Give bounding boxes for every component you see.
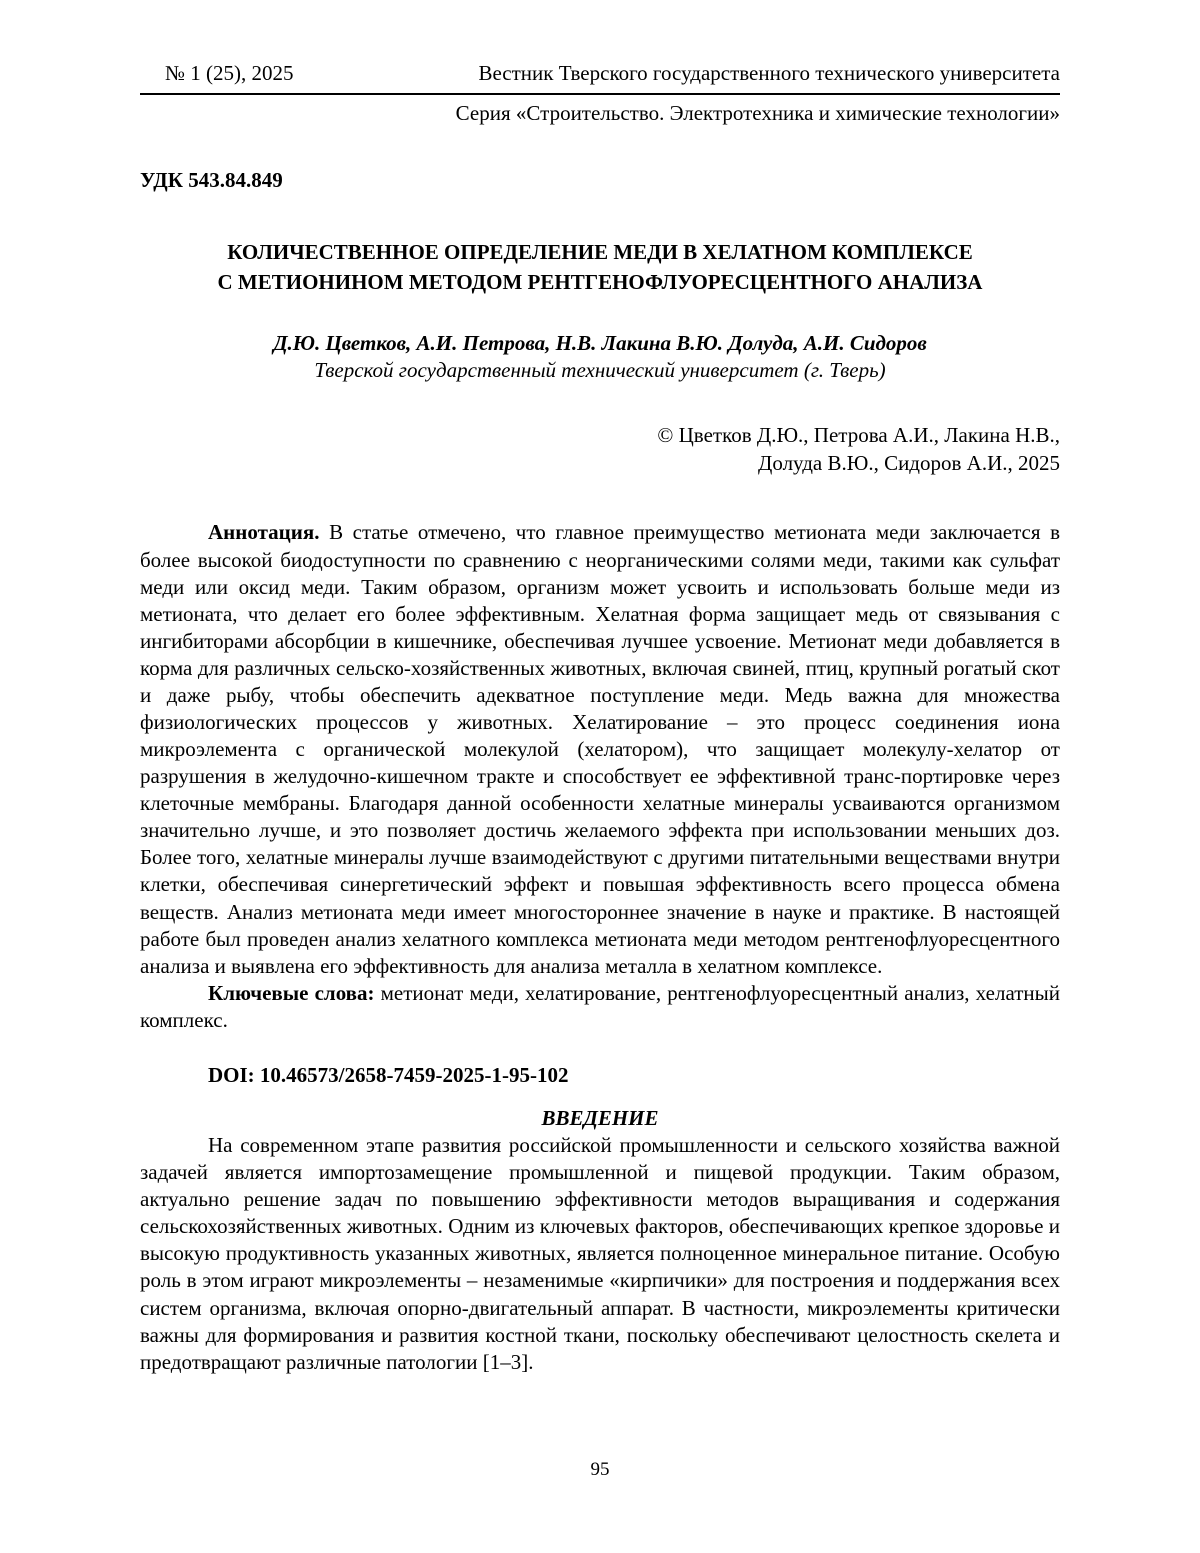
article-title-line1: КОЛИЧЕСТВЕННОЕ ОПРЕДЕЛЕНИЕ МЕДИ В ХЕЛАТНОМ КОМПЛЕКСЕ (227, 240, 973, 265)
introduction-paragraph: На современном этапе развития российской промышленности и сельского хозяйства важной задачей является импортозамещение промышленной и пищевой продукции. Таким образом, актуально решение задач по повышению эффективности методов выращивания и содержания сельскохозяйственных животных. Одним из ключевых факторов, обеспечивающих крепкое здоровье и высокую продуктивность указанных животных, является полноценное минеральное питание. Особую роль в этом играют микроэлементы – незаменимые «кирпичики» для построения и поддержания всех систем организма, включая опорно-двигательный аппарат. В частности, микроэлементы критически важны для формирования и развития костной ткани, поскольку обеспечивают целостность скелета и предотвращают различные патологии [1–3]. (140, 1133, 1060, 1374)
udc-code: УДК 543.84.849 (140, 168, 283, 193)
abstract-paragraph (140, 519, 1060, 979)
page-number: 95 (590, 1459, 610, 1480)
section-heading-introduction: ВВЕДЕНИЕ (541, 1106, 659, 1131)
article-title-line2: С МЕТИОНИНОМ МЕТОДОМ РЕНТГЕНОФЛУОРЕСЦЕНТНОГО АНАЛИЗА (217, 270, 983, 295)
journal-series: Серия «Строительство. Электротехника и химические технологии» (455, 101, 1060, 126)
abstract-text: В статье отмечено, что главное преимущество метионата меди заключается в более высокой биодоступности по сравнению с неорганическими солями меди, такими как сульфат меди или оксид меди. Таким образом, организм может усвоить и использовать больше меди из метионата, что делает его более эффективным. Хелатная форма защищает медь от связывания с ингибиторами абсорбции в кишечнике, обеспечивая лучшее усвоение. Метионат меди добавляется в корма для различных сельско-хозяйственных животных, включая свиней, птиц, крупный рогатый скот и даже рыбу, чтобы обеспечить адекватное поступление меди. Медь важна для множества физиологических процессов у животных. Хелатирование – это процесс соединения иона микроэлемента с органической молекулой (хелатором), что защищает молекулу-хелатор от разрушения в желудочно-кишечном тракте и способствует ее эффективной транс-портировке через клеточные мембраны. Благодаря данной особенности хелатные минералы усваиваются организмом значительно лучше, и это позволяет достичь желаемого эффекта при использовании меньших доз. Более того, хелатные минералы лучше взаимодействуют с другими питательными веществами внутри клетки, обеспечивая синергетический эффект и повышая эффективность всего процесса обмена веществ. Анализ метионата меди имеет многостороннее значение в науке и практике. В настоящей работе был проведен анализ хелатного комплекса метионата меди методом рентгенофлуоресцентного анализа и выявлена его эффективность для анализа металла в хелатном комплексе. (140, 520, 1061, 978)
journal-header (140, 60, 1060, 95)
issue-number: № 1 (25), 2025 (165, 61, 294, 85)
doi-line: DOI: 10.46573/2658-7459-2025-1-95-102 (208, 1062, 569, 1087)
copyright-line1: © Цветков Д.Ю., Петрова А.И., Лакина Н.В., (657, 423, 1060, 448)
copyright-block (140, 422, 1060, 477)
authors-line: Д.Ю. Цветков, А.И. Петрова, Н.В. Лакина В.Ю. Долуда, А.И. Сидоров (273, 330, 927, 355)
article-title (140, 238, 1060, 298)
keywords-label: Ключевые слова: (208, 980, 375, 1005)
journal-title: Вестник Тверского государственного технического университета (478, 61, 1060, 85)
keywords-text: метионат меди, хелатирование, рентгенофлуоресцентный анализ, хелатный комплекс. (140, 980, 1060, 1032)
copyright-line2: Долуда В.Ю., Сидоров А.И., 2025 (758, 450, 1060, 475)
keywords-paragraph (140, 980, 1060, 1034)
affiliation-line: Тверской государственный технический университет (г. Тверь) (314, 357, 886, 382)
abstract-label: Аннотация. (208, 520, 320, 545)
